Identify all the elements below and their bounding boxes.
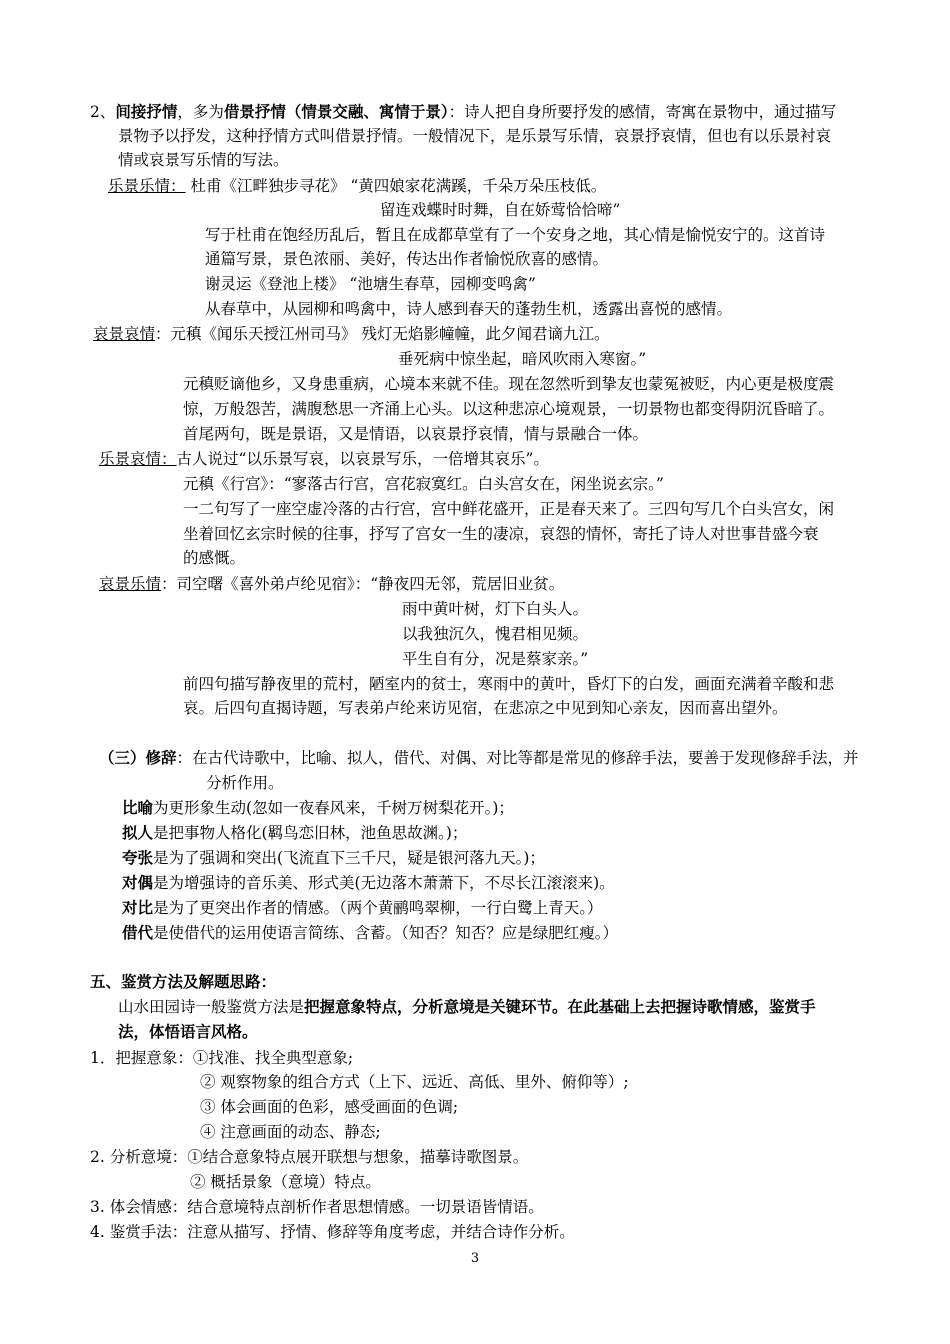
term-indirect-lyricism: 间接抒情 [115,102,178,121]
method-item-2b: ② 概括景象（意境）特点。 [190,1173,381,1191]
section-5-title: 五、鉴赏方法及解题思路： [90,972,277,991]
aijing-leqing-line-5: 前四句描写静夜里的荒村，陋室内的贫士，寒雨中的黄叶，昏灯下的白发，画面充满着辛酸和悲 [183,675,835,693]
lejing-aiqing-line-4: 坐着回忆玄宗时候的往事，抒写了宫女一生的凄凉，哀怨的情怀，寄托了诗人对世事昔盛今衰 [183,525,819,543]
page-number: 3 [470,1251,480,1266]
term-scene-lyricism: 借景抒情（情景交融、寓情于景） [223,102,449,121]
aijing-leqing-line-3: 以我独沉久，愧君相见频。 [402,625,589,643]
section-2-line-3: 情或哀景写乐情的写法。 [118,151,289,169]
text: 古人说过“以乐景写哀，以哀景写乐，一倍增其哀乐”。 [176,450,549,468]
aijing-leqing-line-2: 雨中黄叶树，灯下白头人。 [402,600,589,618]
text: ，多为 [177,103,224,121]
text: ：诗人把自身所要抒发的感情，寄寓在景物中，通过描写 [448,103,837,121]
aijing-aiqing-line-2: 垂死病中惊坐起，暗风吹雨入寒窗。” [398,350,647,368]
text: ： [161,575,177,593]
aijing-leqing-line-1 [99,574,564,594]
method-item-3: 3. 体会情感：结合意境特点剖析作者思想情感。一切景语皆情语。 [90,1198,544,1216]
lejing-aiqing-line-2: 元稹《行宫》：“寥落古行宫，宫花寂寞红。白头宫女在，闲坐说玄宗。” [183,475,664,493]
rhetoric-desc: 为更形象生动(忽如一夜春风来，千树万树梨花开。)； [153,799,514,817]
lejing-leqing-line-3: 写于杜甫在饱经历乱后，暂且在成都草堂有了一个安身之地，其心情是愉悦安宁的。这首诗 [205,226,826,244]
rhetoric-item [122,898,603,918]
rhetoric-term: 借代 [122,923,154,942]
rhetoric-item [122,923,618,943]
text: 司空曙《喜外弟卢纶见宿》：“静夜四无邻，荒居旧业贫。 [176,575,565,593]
method-item-2: 2. 分析意境：①结合意象特点展开联想与想象，描摹诗歌图景。 [90,1148,529,1166]
text: ：在古代诗歌中，比喻、拟人，借代、对偶、对比等都是常见的修辞手法，要善于发现修辞手法，并 [176,749,859,767]
lejing-aiqing-line-1 [99,449,549,469]
section-2-line-2: 景物予以抒发，这种抒情方式叫借景抒情。一般情况下，是乐景写乐情，哀景抒哀情，但也有以乐景衬哀 [118,127,832,145]
lejing-aiqing-label: 乐景哀情： [99,450,177,468]
aijing-aiqing-label: 哀景哀情 [93,325,156,343]
lejing-aiqing-line-5: 的感慨。 [183,549,246,567]
rhetoric-term: 夸张 [122,848,154,867]
rhetoric-desc: 是为了更突出作者的情感。（两个黄鹂鸣翠柳，一行白鹭上青天。） [153,899,603,917]
section-2-line-1 [90,102,836,122]
method-item-1: 1．把握意象：①找准、找全典型意象; [90,1049,354,1067]
rhetoric-desc: 是为增强诗的音乐美、形式美(无边落木萧萧下，不尽长江滚滚来)。 [153,874,615,892]
method-item-1c: ③ 体会画面的色彩，感受画面的色调; [200,1098,459,1116]
lejing-leqing-label: 乐景乐情： [108,177,186,195]
rhetoric-item [122,848,545,868]
aijing-leqing-line-6: 哀。后四句直揭诗题，写表弟卢纶来访见宿，在悲凉之中见到知心亲友，因而喜出望外。 [183,699,788,717]
rhetoric-term: 拟人 [122,823,154,842]
lejing-leqing-line-6: 从春草中，从园柳和鸣禽中，诗人感到春天的蓬勃生机，透露出喜悦的感情。 [205,300,733,318]
lejing-aiqing-line-3: 一二句写了一座空虚冷落的古行宫，宫中鲜花盛开，正是春天来了。三四句写几个白头宫女，闲 [183,500,835,518]
aijing-aiqing-line-5: 首尾两句，既是景语，又是情语，以哀景抒哀情，情与景融合一体。 [183,425,649,443]
method-item-4: 4. 鉴赏手法：注意从描写、抒情、修辞等角度考虑，并结合诗作分析。 [90,1223,575,1241]
rhetoric-item [122,873,615,893]
section-5-intro-line-1 [118,997,816,1017]
aijing-aiqing-line-1 [93,324,609,344]
text-bold: 把握意象特点，分析意境是关键环节。在此基础上去把握诗歌情感，鉴赏手 [304,997,816,1016]
section-5-intro-line-2: 法，体悟语言风格。 [118,1022,258,1041]
aijing-aiqing-line-3: 元稹贬谪他乡，又身患重病，心境本来就不佳。现在忽然听到挚友也蒙冤被贬，内心更是极度震 [183,375,835,393]
rhetoric-item [122,823,467,843]
item-number: 2、 [90,103,116,121]
lejing-leqing-line-4: 通篇写景，景色浓丽、美好，传达出作者愉悦欣喜的感情。 [205,250,609,268]
rhetoric-desc: 是把事物人格化(羁鸟恋旧林，池鱼思故渊。)； [153,824,468,842]
text: 山水田园诗一般鉴赏方法是 [118,998,305,1016]
rhetoric-term: 对比 [122,898,154,917]
aijing-aiqing-line-4: 惊，万般怨苦，满腹愁思一齐涌上心头。以这种悲凉心境观景，一切景物也都变得阴沉昏暗了。 [183,400,835,418]
method-item-1b: ② 观察物象的组合方式（上下、远近、高低、里外、俯仰等）; [200,1073,629,1091]
rhetoric-desc: 是为了强调和突出(飞流直下三千尺，疑是银河落九天。)； [153,849,545,867]
aijing-leqing-line-4: 平生自有分，况是蔡家亲。” [402,650,589,668]
rhetoric-term: 对偶 [122,873,154,892]
rhetoric-term: 比喻 [122,798,154,817]
lejing-leqing-line-2: 留连戏蝶时时舞，自在娇莺恰恰啼” [380,201,621,219]
text: 元稹《闻乐天授江州司马》 残灯无焰影幢幢，此夕闻君谪九江。 [170,325,610,343]
lejing-leqing-line-5: 谢灵运《登池上楼》 “池塘生春草，园柳变鸣禽” [205,275,536,293]
text: ： [155,325,171,343]
aijing-leqing-label: 哀景乐情 [99,575,162,593]
rhetoric-item [122,798,514,818]
lejing-leqing-line-1 [108,176,606,196]
rhetoric-desc: 是使借代的运用使语言简练、含蓄。（知否？知否？应是绿肥红瘦。） [153,924,619,942]
rhetoric-heading: （三）修辞 [99,748,177,767]
text: 杜甫《江畔独步寻花》 “黄四娘家花满蹊，千朵万朵压枝低。 [185,177,607,195]
rhetoric-line-2: 分析作用。 [206,774,284,792]
rhetoric-line-1 [99,748,859,768]
method-item-1d: ④ 注意画面的动态、静态; [200,1123,381,1141]
